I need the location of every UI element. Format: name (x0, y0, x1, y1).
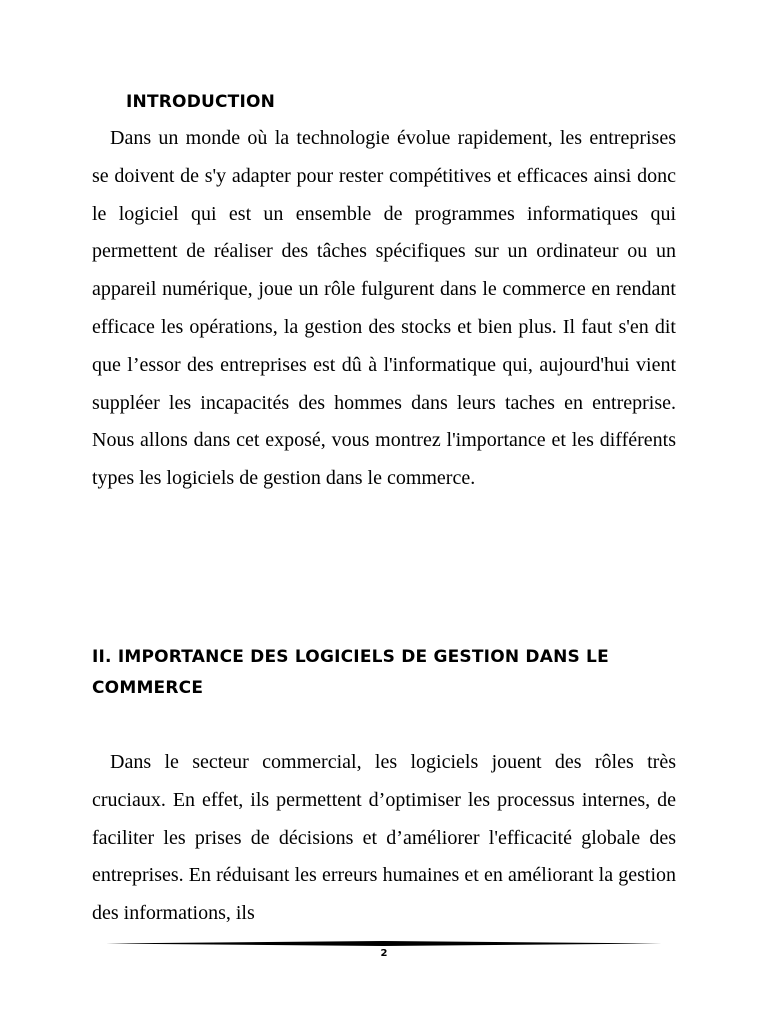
introduction-heading: INTRODUCTION (126, 92, 276, 112)
section-2-paragraph: Dans le secteur commercial, les logiciels jouent des rôles très cruciaux. En effet, ils permettent d’optimiser les processus internes, de faciliter les prises de décisions et d’améliorer l'efficacité globale des entreprises. En réduisant les erreurs humaines et en améliorant la gestion des informations, ils (92, 751, 676, 925)
footer-divider (106, 941, 662, 946)
page-number: 2 (380, 948, 388, 959)
section-2-heading: II. IMPORTANCE DES LOGICIELS DE GESTION DANS LE COMMERCE (92, 647, 609, 698)
introduction-paragraph: Dans un monde où la technologie évolue rapidement, les entreprises se doivent de s'y adapter pour rester compétitives et efficaces ainsi donc le logiciel qui est un ensemble de programmes informatiques qui permettent de réaliser des tâches spécifiques sur un ordinateur ou un appareil numérique, joue un rôle fulgurent dans le commerce en rendant efficace les opérations, la gestion des stocks et bien plus. Il faut s'en dit que l’essor des entreprises est dû à l'informatique qui, aujourd'hui vient suppléer les incapacités des hommes dans leurs taches en entreprise. Nous allons dans cet exposé, vous montrez l'importance et les différents types les logiciels de gestion dans le commerce. (92, 127, 676, 490)
